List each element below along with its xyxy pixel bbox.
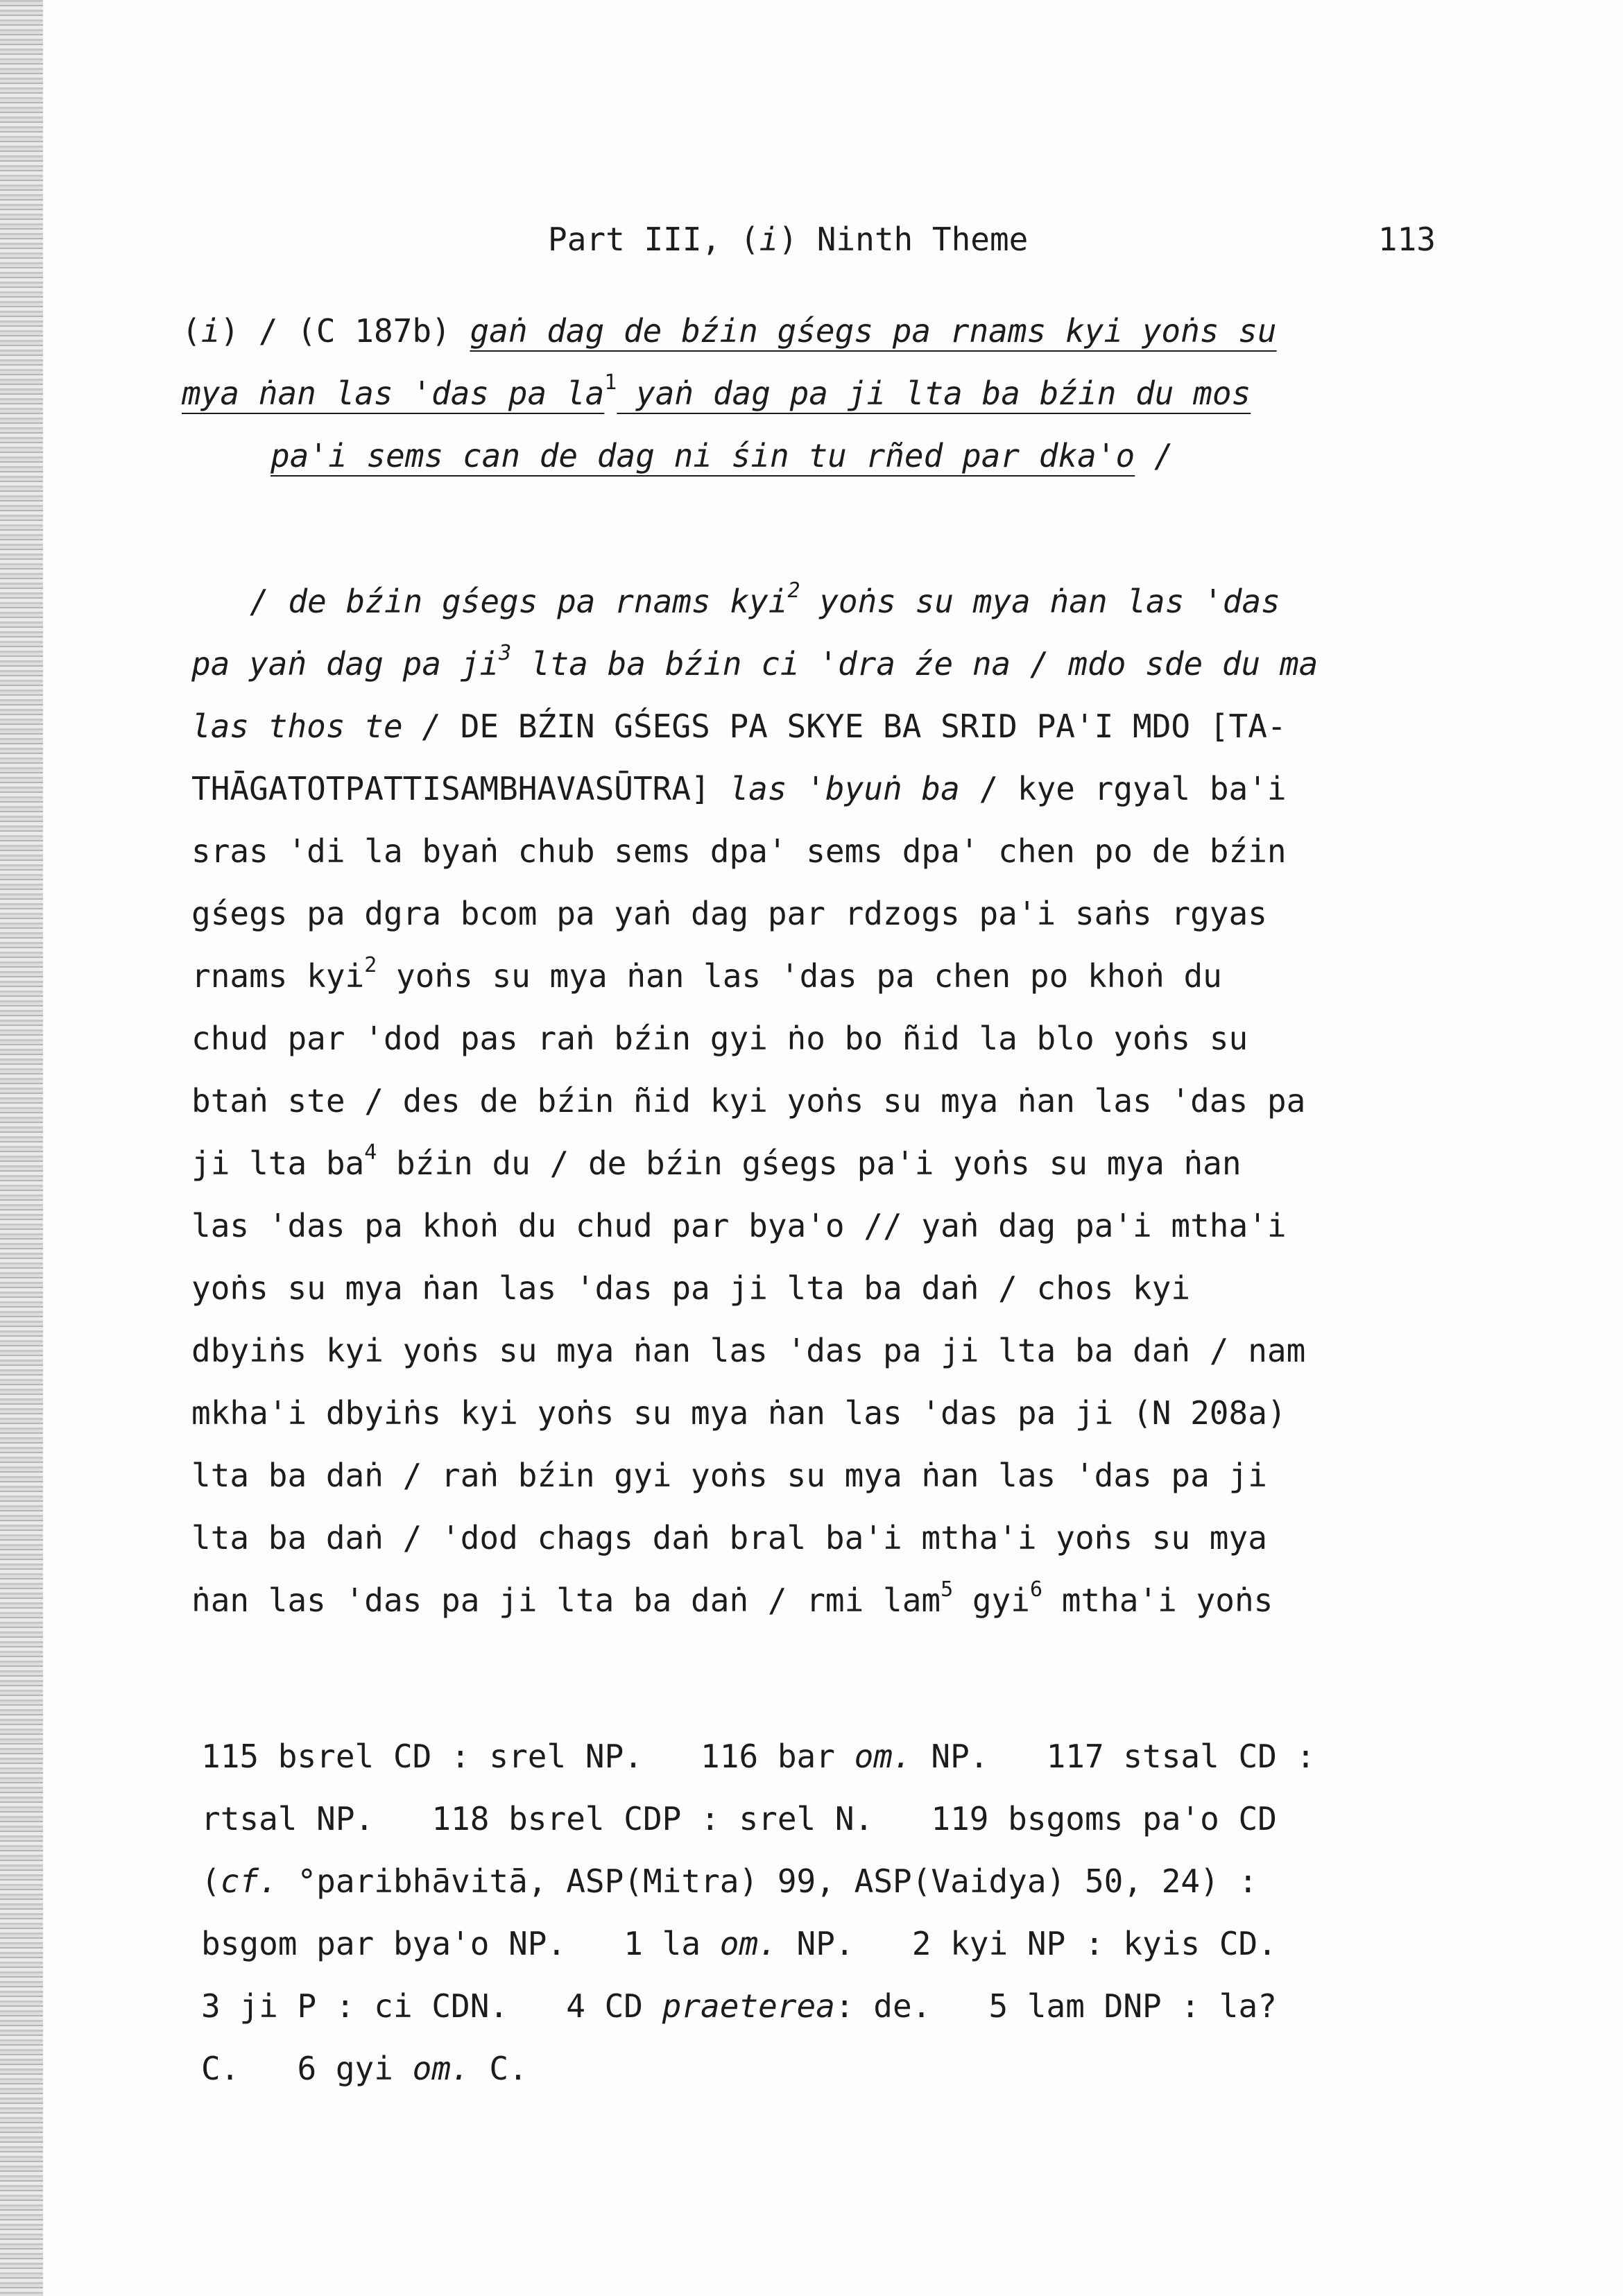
body-line: las thos te / DE BŹIN GŚEGS PA SKYE BA SRID PA'I MDO [TA- <box>191 708 1287 745</box>
section-heading-line-2: mya ṅan las 'das pa $la^1$ yaṅ dag pa ji lta ba bźin du mos <box>182 370 1251 412</box>
section-heading-line-1: (i) / (C 187b) gaṅ dag de bźin gśegs pa rnams kyi yoṅs su <box>182 312 1277 350</box>
body-line: lta ba daṅ / raṅ bźin gyi yoṅs su mya ṅan las 'das pa ji <box>191 1457 1267 1494</box>
body-line: gśegs pa dgra bcom pa yaṅ dag par rdzogs pa'i saṅs rgyas <box>191 895 1267 932</box>
body-line: btaṅ ste / des de bźin ñid kyi yoṅs su mya ṅan las 'das pa <box>191 1082 1306 1120</box>
scan-edge <box>0 0 43 2296</box>
body-line: dbyiṅs kyi yoṅs su mya ṅan las 'das pa ji lta ba daṅ / nam <box>191 1332 1306 1369</box>
footnote-line: rtsal NP. 118 bsrel CDP : srel N. 119 bsgoms pa'o CD <box>201 1800 1277 1837</box>
footnote-line: C. 6 gyi om. C. <box>201 2050 528 2087</box>
body-line: ji lta $ba^4$ bźin du / de bźin gśegs pa'i yoṅs su mya ṅan <box>191 1140 1242 1182</box>
running-header <box>548 221 1436 258</box>
body-line: mkha'i dbyiṅs kyi yoṅs su mya ṅan las 'das pa ji (N 208a) <box>191 1394 1287 1432</box>
body-line: lta ba daṅ / 'dod chags daṅ bral ba'i mtha'i yoṅs su mya <box>191 1519 1267 1557</box>
body-line: THĀGATOTPATTISAMBHAVASŪTRA] las 'byuṅ ba / kye rgyal ba'i <box>191 770 1287 807</box>
footnote-line: (cf. °paribhāvitā, ASP(Mitra) 99, ASP(Vaidya) 50, 24) : <box>201 1862 1258 1900</box>
body-line: chud par 'dod pas raṅ bźin gyi ṅo bo ñid la blo yoṅs su <box>191 1020 1248 1057</box>
body-line: las 'das pa khoṅ du chud par bya'o // yaṅ dag pa'i mtha'i <box>191 1207 1287 1244</box>
footnote-line: bsgom par bya'o NP. 1 la om. NP. 2 kyi NP : kyis CD. <box>201 1925 1277 1962</box>
footnote-line: 115 bsrel CD : srel NP. 116 bar om. NP. 117 stsal CD : <box>201 1738 1316 1775</box>
body-line: pa yaṅ dag pa $ji^3$ lta ba bźin ci 'dra źe na / mdo sde du ma <box>191 641 1319 683</box>
footnote-line: 3 ji P : ci CDN. 4 CD praeterea: de. 5 lam DNP : la? <box>201 1987 1277 2025</box>
page-number: 113 <box>1377 221 1436 258</box>
section-heading-line-3: pa'i sems can de dag ni śin tu rñed par dka'o / <box>270 437 1174 474</box>
body-line: / de bźin gśegs pa rnams kyi$^2$ yoṅs su mya ṅan las 'das <box>250 579 1280 620</box>
body-line: sras 'di la byaṅ chub sems dpa' sems dpa' chen po de bźin <box>191 832 1287 870</box>
body-line: ṅan las 'das pa ji lta ba daṅ / rmi lam$^5$ gyi$^6$ mtha'i yoṅs <box>191 1577 1273 1619</box>
header-title: Part III, (i) Ninth Theme <box>548 221 1029 258</box>
body-line: yoṅs su mya ṅan las 'das pa ji lta ba daṅ / chos kyi <box>191 1269 1191 1307</box>
body-line: rnams kyi$^2$ yoṅs su mya ṅan las 'das pa chen po khoṅ du <box>191 953 1222 995</box>
